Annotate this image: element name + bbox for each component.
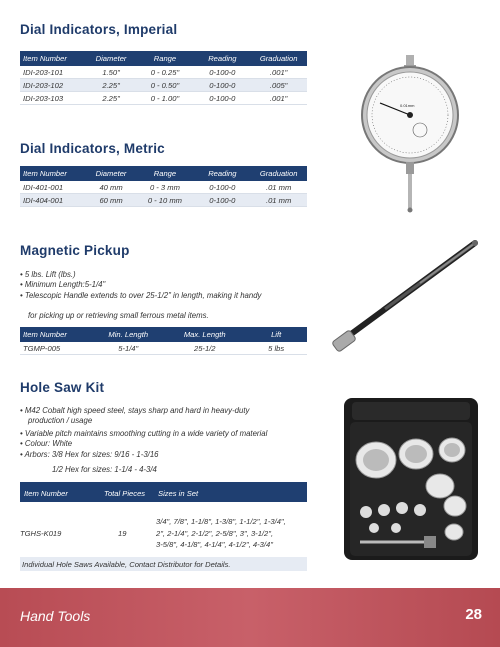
magnetic-pickup-image — [325, 235, 485, 365]
dial-face-text: 0.01mm — [400, 103, 415, 108]
imperial-table — [20, 51, 307, 105]
cell: 0 - 1.00" — [135, 92, 194, 105]
sizes-line: 2", 2-1/4", 2-1/2", 2-5/8", 3", 3-1/2", — [156, 528, 274, 538]
cell: 0-100-0 — [194, 194, 250, 207]
pickup-header-row — [20, 327, 307, 342]
col-reading: Reading — [194, 166, 250, 181]
table-row — [20, 66, 307, 79]
pickup-bullet-continuation: for picking up or retrieving small ferrous metal items. — [28, 311, 209, 320]
list-item: • Telescopic Handle extends to over 25-1/2" in length, making it handy — [20, 291, 320, 301]
cell: .01 mm — [250, 194, 307, 207]
table-row — [20, 342, 307, 355]
cell: 2.25" — [87, 79, 136, 92]
footer — [0, 588, 500, 647]
holesaw-note: Individual Hole Saws Available, Contact Distributor for Details. — [22, 560, 231, 569]
list-item: • Arbors: 3/8 Hex for sizes: 9/16 - 1-3/16 — [20, 450, 330, 460]
pickup-bullets — [20, 270, 320, 301]
table-row — [20, 512, 307, 554]
col-range: Range — [135, 166, 194, 181]
cell: .005" — [250, 79, 307, 92]
imperial-header-row — [20, 51, 307, 66]
col-reading: Reading — [194, 51, 250, 66]
cell: 0-100-0 — [194, 92, 250, 105]
holesaw-bullet-continuation: production / usage — [28, 416, 93, 425]
table-row — [20, 79, 307, 92]
metric-table — [20, 166, 307, 207]
cell: IDI-401-001 — [20, 181, 87, 194]
footer-section-label: Hand Tools — [20, 608, 91, 624]
col-item: Item Number — [24, 489, 68, 498]
list-item: • M42 Cobalt high speed steel, stays sharp and hard in heavy-duty — [20, 406, 320, 416]
cell: TGMP-005 — [20, 342, 92, 355]
cell: 5-1/4" — [92, 342, 164, 355]
col-range: Range — [135, 51, 194, 66]
holesaw-note-row — [20, 557, 307, 571]
cell: IDI-203-101 — [20, 66, 87, 79]
cell: 0 - 0.25" — [135, 66, 194, 79]
cell: 0 - 3 mm — [135, 181, 194, 194]
cell: 60 mm — [87, 194, 136, 207]
cell: IDI-203-102 — [20, 79, 87, 92]
cell: IDI-203-103 — [20, 92, 87, 105]
list-item: • Minimum Length:5-1/4" — [20, 280, 320, 290]
holesaw-title: Hole Saw Kit — [20, 380, 105, 395]
cell: 0-100-0 — [194, 79, 250, 92]
cell: IDI-404-001 — [20, 194, 87, 207]
cell: 0 - 10 mm — [135, 194, 194, 207]
holesaw-header-row — [20, 482, 307, 502]
table-row — [20, 181, 307, 194]
metric-title: Dial Indicators, Metric — [20, 141, 165, 156]
sizes-line: 3/4", 7/8", 1-1/8", 1-3/8", 1-1/2", 1-3/4", — [156, 517, 286, 526]
cell: 2.25" — [87, 92, 136, 105]
col-item: Item Number — [20, 166, 87, 181]
list-item: • 5 lbs. Lift (lbs.) — [20, 270, 320, 280]
cell: 5 lbs — [245, 342, 307, 355]
pickup-table — [20, 327, 307, 355]
col-total-pieces: Total Pieces — [104, 489, 146, 498]
list-item: • Colour: White — [20, 439, 330, 449]
imperial-title: Dial Indicators, Imperial — [20, 22, 178, 37]
col-graduation: Graduation — [250, 51, 307, 66]
holesaw-bullets — [20, 406, 320, 416]
col-graduation: Graduation — [250, 166, 307, 181]
col-sizes: Sizes in Set — [158, 489, 199, 498]
cell: 0-100-0 — [194, 181, 250, 194]
cell: 40 mm — [87, 181, 136, 194]
page-number: 28 — [465, 606, 482, 623]
cell: 0-100-0 — [194, 66, 250, 79]
col-item: Item Number — [20, 51, 87, 66]
cell: 0 - 0.50" — [135, 79, 194, 92]
table-row — [20, 194, 307, 207]
cell: .001" — [250, 92, 307, 105]
col-lift: Lift — [245, 327, 307, 342]
holesaw-arbor-continuation: 1/2 Hex for sizes: 1-1/4 - 4-3/4 — [52, 465, 157, 474]
hole-saw-kit-image — [340, 396, 482, 564]
col-diameter: Diameter — [87, 51, 136, 66]
pickup-title: Magnetic Pickup — [20, 243, 130, 258]
col-min-length: Min. Length — [92, 327, 164, 342]
dial-indicator-image — [350, 55, 470, 215]
sizes-line: 3-5/8", 4-1/8", 4-1/4", 4-1/2", 4-3/4" — [156, 540, 273, 549]
cell: TGHS-K019 — [20, 529, 62, 538]
cell: 25-1/2 — [164, 342, 245, 355]
metric-header-row — [20, 166, 307, 181]
col-max-length: Max. Length — [164, 327, 245, 342]
list-item: • Variable pitch maintains smoothing cutting in a wide variety of material — [20, 429, 330, 439]
col-item: Item Number — [20, 327, 92, 342]
holesaw-bullets-2 — [20, 429, 330, 460]
col-diameter: Diameter — [87, 166, 136, 181]
cell: .001" — [250, 66, 307, 79]
cell: .01 mm — [250, 181, 307, 194]
table-row — [20, 92, 307, 105]
cell: 19 — [118, 529, 127, 538]
sizes-cell — [156, 516, 286, 551]
cell: 1.50" — [87, 66, 136, 79]
